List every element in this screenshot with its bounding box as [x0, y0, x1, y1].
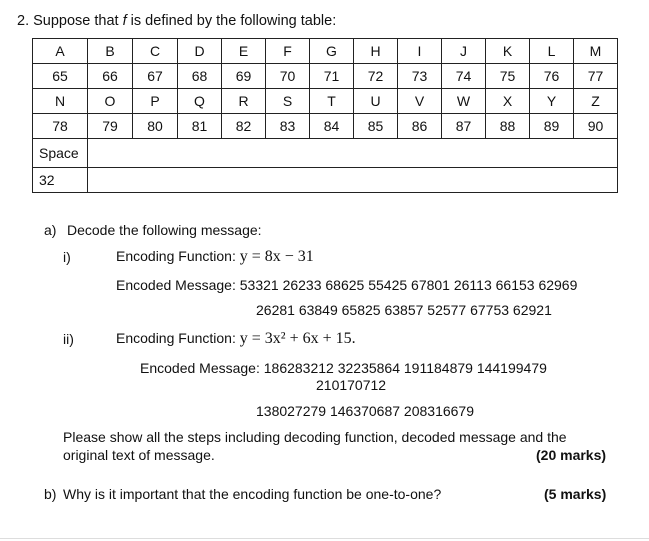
table-row-space-label — [33, 139, 618, 168]
function-label: Encoding Function: — [116, 330, 240, 346]
table-cell: M — [574, 39, 618, 64]
table-cell: A — [33, 39, 88, 64]
part-a-ii-label: ii) — [63, 331, 74, 347]
table-cell: F — [266, 39, 310, 64]
table-cell: 83 — [266, 114, 310, 139]
table-cell: 72 — [354, 64, 398, 89]
part-a-label: a) — [44, 222, 57, 238]
table-cell: 69 — [222, 64, 266, 89]
table-cell: 66 — [88, 64, 133, 89]
table-cell: W — [442, 89, 486, 114]
part-b-marks: (5 marks) — [544, 486, 607, 502]
question-title — [17, 13, 336, 29]
table-cell: G — [310, 39, 354, 64]
part-a-ii-function — [116, 330, 356, 348]
table-cell: 74 — [442, 64, 486, 89]
function-label: Encoding Function: — [116, 248, 240, 264]
table-cell: Q — [178, 89, 222, 114]
part-b-label: b) — [44, 486, 57, 502]
table-cell: 88 — [486, 114, 530, 139]
table-cell: C — [133, 39, 178, 64]
encoding-function-formula: y = 8x − 31 — [239, 248, 314, 265]
table-cell: H — [354, 39, 398, 64]
part-a-ii-message-line1 — [140, 360, 547, 376]
table-cell: Y — [530, 89, 574, 114]
table-cell: N — [33, 89, 88, 114]
table-cell: 76 — [530, 64, 574, 89]
instructions-line2: original text of message. — [63, 447, 215, 463]
table-cell: J — [442, 39, 486, 64]
table-cell: X — [486, 89, 530, 114]
part-a-ii-message-line2: 210170712 — [316, 377, 387, 393]
space-label-cell: Space — [33, 139, 88, 168]
table-cell: S — [266, 89, 310, 114]
table-cell: 89 — [530, 114, 574, 139]
table-cell: Z — [574, 89, 618, 114]
bottom-divider — [0, 538, 649, 539]
table-cell: 73 — [398, 64, 442, 89]
space-empty-cell — [88, 139, 618, 168]
table-cell: R — [222, 89, 266, 114]
space-value-cell: 32 — [33, 168, 88, 193]
table-cell: B — [88, 39, 133, 64]
part-a-i-message-line1 — [116, 277, 577, 293]
table-cell: 82 — [222, 114, 266, 139]
question-title-before: Suppose that — [33, 13, 123, 29]
table-row-codes-2 — [33, 114, 618, 139]
part-a-marks: (20 marks) — [536, 447, 607, 463]
message-label: Encoded Message: — [140, 360, 264, 376]
question-title-after: is defined by the following table: — [126, 13, 337, 29]
table-cell: 86 — [398, 114, 442, 139]
table-row-space-value — [33, 168, 618, 193]
part-a-i-label: i) — [63, 249, 71, 265]
table-cell: 75 — [486, 64, 530, 89]
table-cell: 85 — [354, 114, 398, 139]
table-cell: 78 — [33, 114, 88, 139]
table-cell: L — [530, 39, 574, 64]
encoding-table — [32, 38, 618, 193]
table-cell: U — [354, 89, 398, 114]
table-cell: E — [222, 39, 266, 64]
function-variable: f — [122, 13, 127, 29]
question-number: 2. — [17, 13, 30, 29]
part-b-question: Why is it important that the encoding function be one-to-one? — [63, 486, 442, 502]
instructions-line1: Please show all the steps including decoding function, decoded message and the — [63, 429, 567, 445]
table-row-letters-1 — [33, 39, 618, 64]
part-a-ii-message-line3: 138027279 146370687 208316679 — [256, 403, 475, 419]
table-cell: O — [88, 89, 133, 114]
table-cell: I — [398, 39, 442, 64]
part-a-i-function — [116, 248, 314, 266]
table-cell: 80 — [133, 114, 178, 139]
table-cell: 70 — [266, 64, 310, 89]
part-a-prompt: Decode the following message: — [67, 222, 262, 238]
table-cell: 90 — [574, 114, 618, 139]
encoding-function-formula: y = 3x² + 6x + 15. — [239, 330, 356, 347]
table-cell: K — [486, 39, 530, 64]
table-cell: 77 — [574, 64, 618, 89]
encoded-message: 186283212 32235864 191184879 144199479 — [263, 360, 547, 376]
message-label: Encoded Message: — [116, 277, 240, 293]
space-empty-cell — [88, 168, 618, 193]
table-cell: 79 — [88, 114, 133, 139]
table-row-codes-1 — [33, 64, 618, 89]
table-cell: 67 — [133, 64, 178, 89]
encoded-message: 53321 26233 68625 55425 67801 26113 66153 62969 — [239, 277, 578, 293]
table-cell: 81 — [178, 114, 222, 139]
table-cell: 68 — [178, 64, 222, 89]
table-row-letters-2 — [33, 89, 618, 114]
table-cell: P — [133, 89, 178, 114]
table-cell: 87 — [442, 114, 486, 139]
part-a-i-message-line2: 26281 63849 65825 63857 52577 67753 62921 — [256, 302, 552, 318]
table-cell: 84 — [310, 114, 354, 139]
table-cell: 71 — [310, 64, 354, 89]
table-cell: T — [310, 89, 354, 114]
table-cell: V — [398, 89, 442, 114]
table-cell: 65 — [33, 64, 88, 89]
table-cell: D — [178, 39, 222, 64]
